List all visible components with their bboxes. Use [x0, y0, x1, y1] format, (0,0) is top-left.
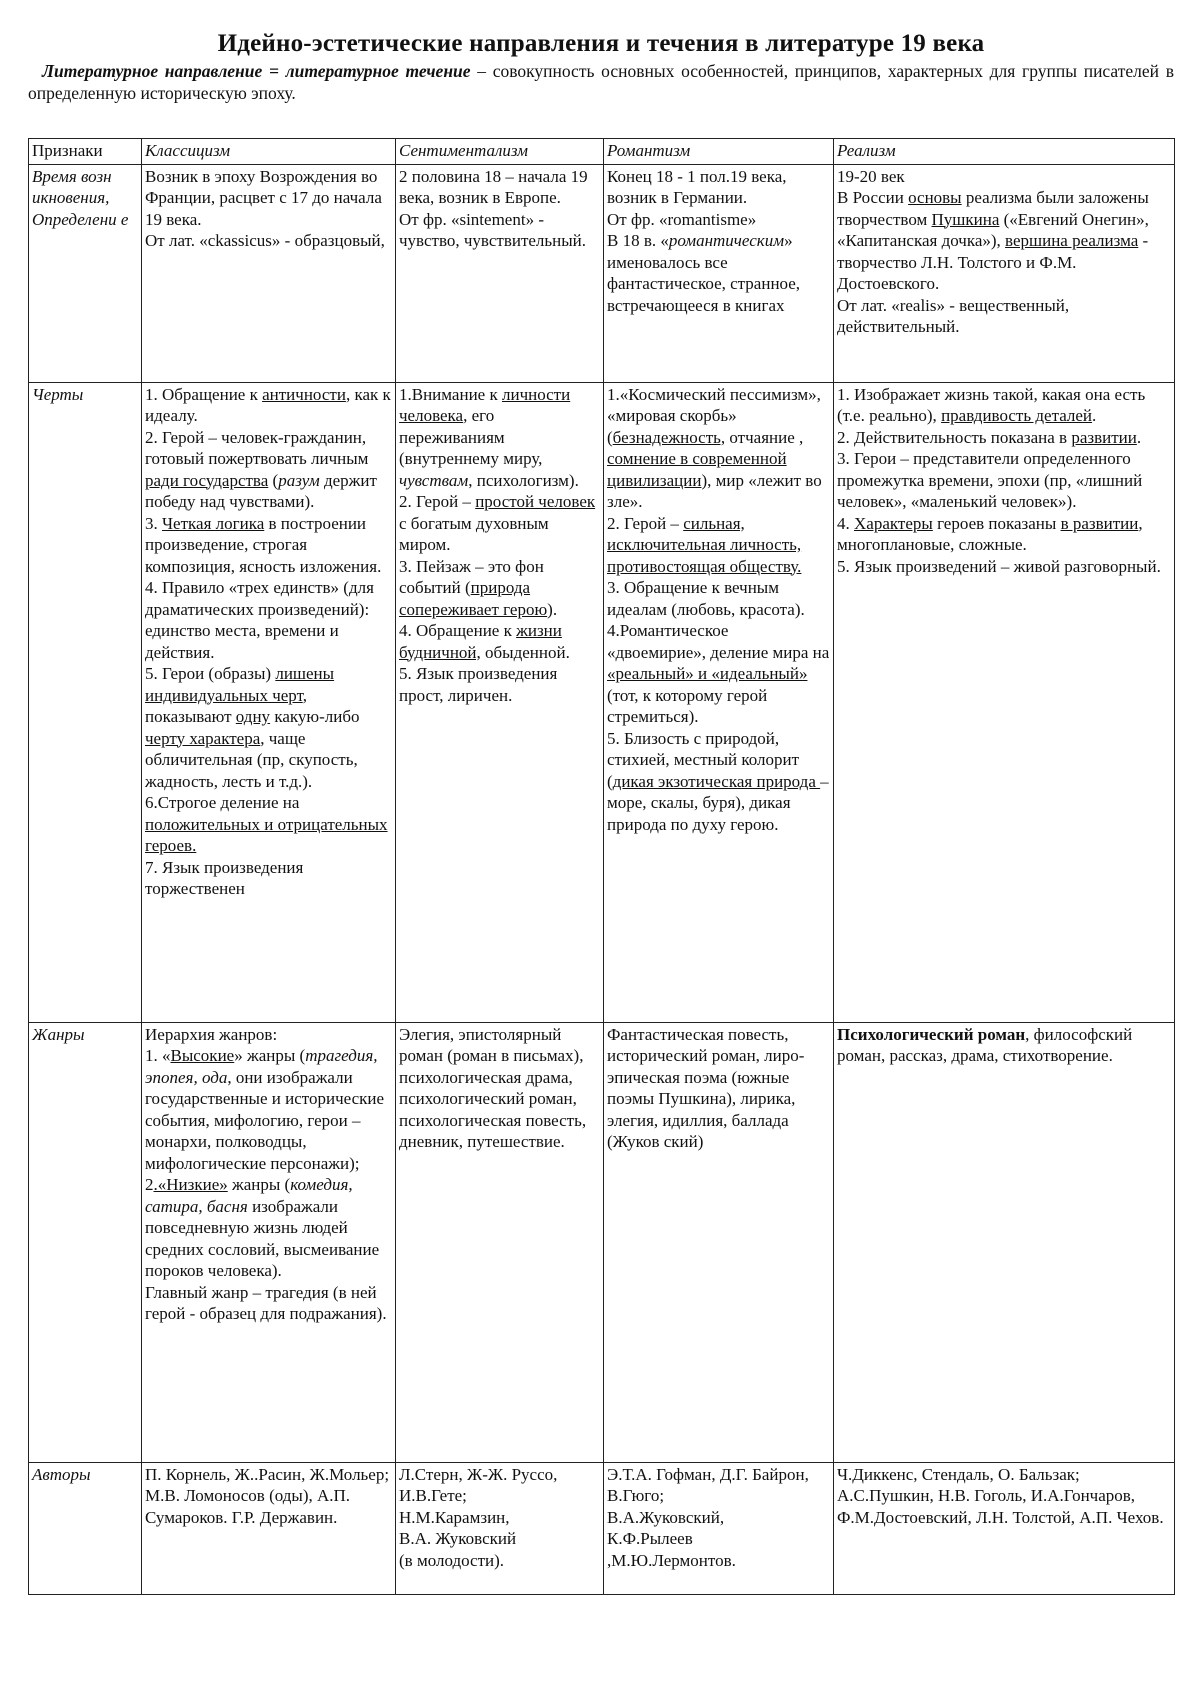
cell-text: П. Корнель, Ж..Расин, Ж.Мольер;	[145, 1464, 390, 1484]
cell-text: 1. «Высокие» жанры (трагедия, эпопея, ода, они изображали государственные и исторические события, мифологию, герои – монархи, полководцы, мифологические персонажи);	[145, 1046, 385, 1173]
cell-origin-realism	[834, 164, 1175, 382]
cell-text: 4. Правило «трех единств» (для драматических произведений): единство места, времени и действия.	[145, 578, 374, 662]
cell-text: В России основы реализма были заложены творчеством Пушкина («Евгений Онегин», «Капитанская дочка»), вершина реализма - творчество Л.Н. Толстого и Ф.М. Достоевского.	[837, 188, 1149, 293]
cell-text: 4. Обращение к жизни будничной, обыденной.	[399, 621, 570, 662]
cell-text: Э.Т.А. Гофман, Д.Г. Байрон, В.Гюго;	[607, 1464, 809, 1505]
header-classicism: Классицизм	[142, 139, 396, 165]
cell-text: 3. Герои – представители определенного промежутка времени, эпохи (пр, «лишний человек», «маленький человек»).	[837, 449, 1143, 511]
cell-text: (в молодости).	[399, 1550, 505, 1570]
definition-paragraph	[28, 60, 1174, 104]
cell-text: 2.«Низкие» жанры (комедия, сатира, басня изображали повседневную жизнь людей средних сословий, высмеивание пороков человека).	[145, 1175, 380, 1280]
cell-genres-classicism	[142, 1022, 396, 1462]
cell-features-sentimentalism	[396, 382, 604, 1022]
cell-text: , философский роман, рассказ, драма, стихотворение.	[837, 1024, 1133, 1065]
cell-features-realism	[834, 382, 1175, 1022]
cell-text: Л.Стерн, Ж-Ж. Руссо, И.В.Гете;	[399, 1464, 558, 1505]
header-features: Признаки	[29, 139, 142, 165]
cell-text: К.Ф.Рылеев	[607, 1529, 693, 1548]
cell-text: 4.Романтическое «двоемирие», деление мира на «реальный» и «идеальный» (тот, к которому герой стремиться).	[607, 621, 830, 726]
header-romanticism: Романтизм	[604, 139, 834, 165]
cell-text: 2. Герой – сильная, исключительная личность, противостоящая обществу.	[607, 513, 802, 576]
cell-text: Психологический роман	[837, 1024, 1026, 1044]
cell-text: 6.Строгое деление на положительных и отрицательных героев.	[145, 793, 388, 855]
cell-origin-sentimentalism	[396, 164, 604, 382]
definition-text: – совокупность основных особенностей, принципов, характерных для группы писателей в определенную историческую эпоху.	[28, 61, 1174, 103]
cell-authors-romanticism	[604, 1462, 834, 1594]
row-label-features: Черты	[29, 382, 142, 1022]
header-sentimentalism: Сентиментализм	[396, 139, 604, 165]
cell-text: В 18 в. «романтическим» именовалось все фантастическое, странное, встречающееся в книгах	[607, 231, 801, 315]
literature-table	[28, 138, 1175, 1595]
table-row-features	[29, 382, 1175, 1022]
cell-text: М.В. Ломоносов (оды), А.П. Сумароков. Г.Р. Державин.	[145, 1486, 351, 1527]
cell-text: 3. Четкая логика в построении произведение, строгая композиция, ясность изложения.	[145, 513, 382, 576]
cell-text: Главный жанр – трагедия (в ней герой - образец для подражания).	[145, 1282, 387, 1323]
cell-text: 1. Обращение к античности, как к идеалу.	[145, 384, 391, 425]
cell-text: 1. Изображает жизнь такой, какая она есть (т.е. реально), правдивость деталей.	[837, 384, 1146, 425]
cell-text: От лат. «realis» - вещественный, действительный.	[837, 295, 1070, 336]
cell-authors-classicism	[142, 1462, 396, 1594]
cell-origin-romanticism	[604, 164, 834, 382]
cell-text: От фр. «sintement» - чувство, чувствительный.	[399, 209, 587, 250]
cell-genres-romanticism: Фантастическая повесть, исторический роман, лиро-эпическая поэма (южные поэмы Пушкина), лирика, элегия, идиллия, баллада (Жуков ский)	[604, 1022, 834, 1462]
table-header-row	[29, 139, 1175, 165]
cell-text: Н.М.Карамзин,	[399, 1507, 510, 1527]
cell-text: 2. Действительность показана в развитии.	[837, 427, 1142, 447]
cell-text: Иерархия жанров:	[145, 1024, 278, 1044]
cell-origin-classicism	[142, 164, 396, 382]
document-page	[28, 30, 1174, 1570]
cell-text: Ф.М.Достоевский, Л.Н. Толстой, А.П. Чехов.	[837, 1507, 1164, 1527]
table-row-authors	[29, 1462, 1175, 1594]
cell-text: 1.Внимание к личности человека, его переживаниям (внутреннему миру, чувствам, психологизм).	[399, 384, 579, 490]
cell-text: От лат. «ckassicus» - образцовый,	[145, 231, 385, 250]
cell-features-classicism	[142, 382, 396, 1022]
cell-text: В.А. Жуковский	[399, 1529, 517, 1548]
cell-text: 5. Язык произведения прост, лиричен.	[399, 664, 558, 705]
cell-text: Возник в эпоху Возрождения во Франции, расцвет с 17 до начала 19 века.	[145, 166, 382, 229]
cell-text: От фр. «romantisme»	[607, 209, 757, 229]
cell-text: ,М.Ю.Лермонтов.	[607, 1550, 736, 1570]
table-row-origin	[29, 164, 1175, 382]
header-realism: Реализм	[834, 139, 1175, 165]
cell-features-romanticism	[604, 382, 834, 1022]
cell-genres-realism	[834, 1022, 1175, 1462]
cell-text: 7. Язык произведения торжественен	[145, 857, 304, 898]
cell-authors-realism	[834, 1462, 1175, 1594]
cell-text: 5. Язык произведений – живой разговорный.	[837, 556, 1161, 576]
row-label-genres: Жанры	[29, 1022, 142, 1462]
cell-text: 4. Характеры героев показаны в развитии, многоплановые, сложные.	[837, 513, 1143, 554]
cell-text: 19-20 век	[837, 166, 905, 186]
cell-text: 2. Герой – человек-гражданин, готовый пожертвовать личным ради государства (разум держит победу над чувствами).	[145, 427, 377, 511]
cell-text: 2. Герой – простой человек с богатым духовным миром.	[399, 492, 596, 554]
cell-text: 5. Герои (образы) лишены индивидуальных черт, показывают одну какую-либо черту характера, чаще обличительная (пр, скупость, жадность, лесть и т.д.).	[145, 664, 360, 791]
cell-text: 3. Пейзаж – это фон событий (природа сопереживает герою).	[399, 556, 558, 619]
cell-text: Конец 18 - 1 пол.19 века, возник в Германии.	[607, 166, 787, 207]
cell-text: А.С.Пушкин, Н.В. Гоголь, И.А.Гончаров,	[837, 1486, 1136, 1505]
cell-genres-sentimentalism: Элегия, эпистолярный роман (роман в письмах), психологическая драма, психологический роман, психологическая повесть, дневник, путешествие.	[396, 1022, 604, 1462]
cell-text: 5. Близость с природой, стихией, местный колорит (дикая экзотическая природа – море, скалы, буря), дикая природа по духу герою.	[607, 728, 829, 834]
definition-term: Литературное направление = литературное течение	[42, 61, 471, 81]
cell-text: 1.«Космический пессимизм», «мировая скорбь» (безнадежность, отчаяние , сомнение в современной цивилизации), мир «лежит во зле».	[607, 384, 822, 511]
cell-text: 2 половина 18 – начала 19 века, возник в Европе.	[399, 166, 588, 207]
cell-text: Ч.Диккенс, Стендаль, О. Бальзак;	[837, 1464, 1080, 1484]
page-title: Идейно-эстетические направления и течения в литературе 19 века	[217, 30, 985, 57]
row-label-authors: Авторы	[29, 1462, 142, 1594]
cell-authors-sentimentalism	[396, 1462, 604, 1594]
table-row-genres	[29, 1022, 1175, 1462]
cell-text: 3. Обращение к вечным идеалам (любовь, красота).	[607, 578, 805, 619]
row-label-origin: Время возн икновения, Определени е	[29, 164, 142, 382]
cell-text: В.А.Жуковский,	[607, 1507, 725, 1527]
